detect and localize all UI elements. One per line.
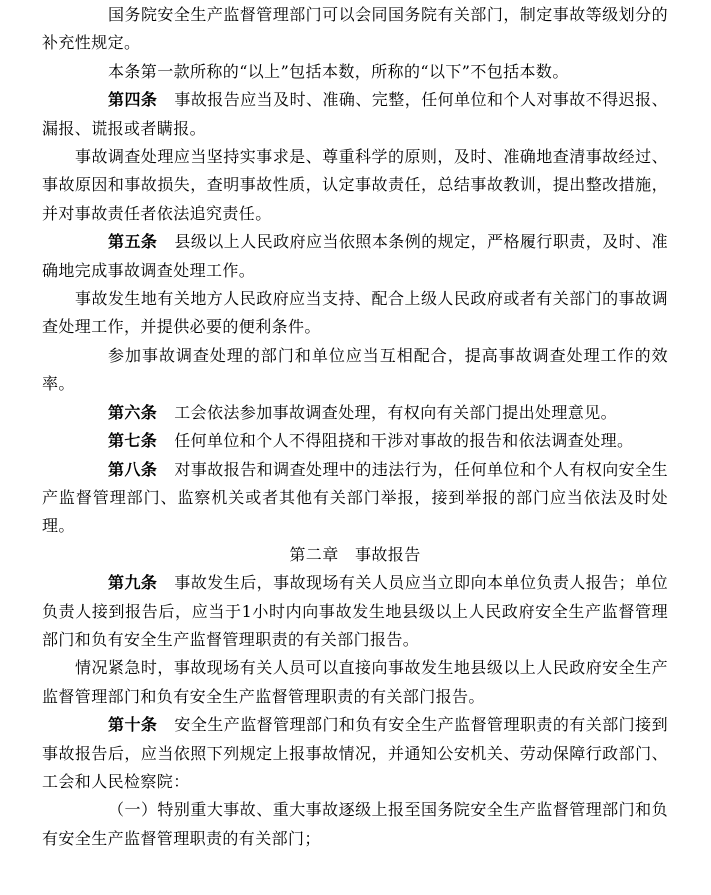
- article-number: 第四条: [108, 90, 158, 110]
- article-number: 第九条: [108, 573, 158, 593]
- paragraph: [42, 342, 668, 399]
- article-number: 第五条: [108, 232, 158, 252]
- chapter-heading: 第二章 事故报告: [289, 544, 421, 564]
- paragraph-text: 情况紧急时，事故现场有关人员可以直接向事故发生地县级以上人民政府安全生产监督管理部门和负有安全生产监督管理职责的有关部门报告。: [42, 658, 668, 706]
- paragraph: [42, 143, 668, 228]
- paragraph: [42, 456, 668, 541]
- paragraph: [42, 285, 668, 342]
- paragraph-text: 本条第一款所称的“以上”包括本数，所称的“以下”不包括本数。: [108, 61, 569, 81]
- article-number: 第八条: [108, 459, 158, 479]
- paragraph: [42, 228, 668, 285]
- paragraph-text: 任何单位和个人不得阻挠和干涉对事故的报告和依法调查处理。: [174, 431, 634, 451]
- paragraph: [42, 399, 668, 427]
- paragraph: [42, 796, 668, 853]
- paragraph: [42, 427, 668, 455]
- paragraph-text: 县级以上人民政府应当依照本条例的规定，严格履行职责，及时、准确地完成事故调查处理工作。: [42, 232, 668, 280]
- paragraph-text: 对事故报告和调查处理中的违法行为，任何单位和个人有权向安全生产监督管理部门、监察机关或者其他有关部门举报，接到举报的部门应当依法及时处理。: [42, 459, 668, 536]
- article-number: 第六条: [108, 402, 158, 422]
- paragraph-text: 事故调查处理应当坚持实事求是、尊重科学的原则，及时、准确地查清事故经过、事故原因和事故损失，查明事故性质，认定事故责任，总结事故教训，提出整改措施，并对事故责任者依法追究责任。: [42, 147, 668, 223]
- paragraph-text: 事故报告应当及时、准确、完整，任何单位和个人对事故不得迟报、漏报、谎报或者瞒报。: [42, 90, 668, 138]
- paragraph-text: 参加事故调查处理的部门和单位应当互相配合，提高事故调查处理工作的效率。: [42, 345, 668, 394]
- paragraph-text: 事故发生地有关地方人民政府应当支持、配合上级人民政府或者有关部门的事故调查处理工作，并提供必要的便利条件。: [42, 289, 668, 337]
- paragraph-text: 安全生产监督管理部门和负有安全生产监督管理职责的有关部门接到事故报告后，应当依照下列规定上报事故情况，并通知公安机关、劳动保障行政部门、工会和人民检察院：: [42, 715, 668, 791]
- paragraph: [42, 86, 668, 143]
- paragraph: [42, 1, 668, 58]
- paragraph: [42, 711, 668, 796]
- paragraph-text: 工会依法参加事故调查处理，有权向有关部门提出处理意见。: [174, 402, 618, 422]
- paragraph-text: （一）特别重大事故、重大事故逐级上报至国务院安全生产监督管理部门和负有安全生产监督管理职责的有关部门；: [42, 800, 668, 848]
- paragraph-text: 事故发生后，事故现场有关人员应当立即向本单位负责人报告；单位负责人接到报告后，应当于1小时内向事故发生地县级以上人民政府安全生产监督管理部门和负有安全生产监督管理职责的有关部门报告。: [42, 573, 668, 649]
- article-number: 第十条: [108, 715, 158, 735]
- paragraph: [42, 58, 668, 86]
- paragraph-text: 国务院安全生产监督管理部门可以会同国务院有关部门，制定事故等级划分的补充性规定。: [42, 5, 668, 53]
- paragraph: [42, 654, 668, 711]
- article-number: 第七条: [108, 431, 158, 451]
- paragraph: [42, 569, 668, 654]
